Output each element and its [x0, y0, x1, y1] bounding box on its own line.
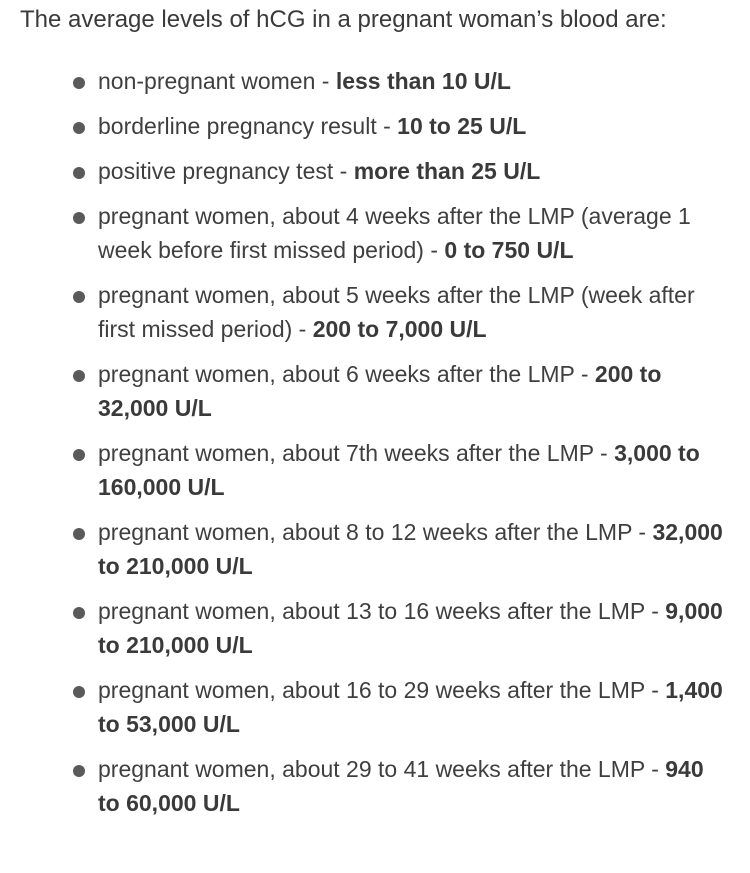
bullet-icon: [73, 528, 85, 540]
bullet-icon: [73, 686, 85, 698]
list-item: [0, 752, 750, 820]
item-value: 32,000 to 210,000 U/L: [98, 519, 723, 579]
item-description: positive pregnancy test -: [98, 158, 354, 184]
bullet-icon: [73, 77, 85, 89]
hcg-levels-list: [0, 64, 750, 831]
item-description: non-pregnant women -: [98, 68, 336, 94]
intro-text: The average levels of hCG in a pregnant woman’s blood are:: [20, 6, 667, 33]
list-item: [0, 436, 750, 504]
item-description: borderline pregnancy result -: [98, 113, 398, 139]
item-value: less than 10 U/L: [335, 68, 511, 94]
item-description: pregnant women, about 7th weeks after the LMP -: [98, 440, 615, 466]
item-description: pregnant women, about 29 to 41 weeks after the LMP -: [98, 756, 666, 782]
bullet-icon: [73, 212, 85, 224]
item-description: pregnant women, about 4 weeks after the LMP (average 1 week before first missed period) -: [98, 203, 691, 263]
list-item: [0, 594, 750, 662]
item-description: pregnant women, about 16 to 29 weeks after the LMP -: [98, 677, 666, 703]
item-value: more than 25 U/L: [353, 158, 541, 184]
item-value: 0 to 750 U/L: [444, 237, 574, 263]
bullet-icon: [73, 449, 85, 461]
item-description: pregnant women, about 13 to 16 weeks after the LMP -: [98, 598, 666, 624]
list-item: [0, 109, 750, 143]
item-description: pregnant women, about 8 to 12 weeks after the LMP -: [98, 519, 653, 545]
item-value: 940 to 60,000 U/L: [98, 756, 704, 816]
bullet-icon: [73, 122, 85, 134]
list-item: [0, 673, 750, 741]
list-item: [0, 64, 750, 98]
item-description: pregnant women, about 5 weeks after the LMP (week after first missed period) -: [98, 282, 695, 342]
list-item: [0, 154, 750, 188]
bullet-icon: [73, 370, 85, 382]
item-value: 10 to 25 U/L: [397, 113, 527, 139]
bullet-icon: [73, 167, 85, 179]
bullet-icon: [73, 607, 85, 619]
item-value: 3,000 to 160,000 U/L: [98, 440, 700, 500]
item-value: 200 to 32,000 U/L: [98, 361, 662, 421]
list-item: [0, 515, 750, 583]
list-item: [0, 199, 750, 267]
item-description: pregnant women, about 6 weeks after the LMP -: [98, 361, 595, 387]
item-value: 9,000 to 210,000 U/L: [98, 598, 723, 658]
bullet-icon: [73, 291, 85, 303]
list-item: [0, 357, 750, 425]
list-item: [0, 278, 750, 346]
item-value: 1,400 to 53,000 U/L: [98, 677, 723, 737]
item-value: 200 to 7,000 U/L: [312, 316, 487, 342]
bullet-icon: [73, 765, 85, 777]
